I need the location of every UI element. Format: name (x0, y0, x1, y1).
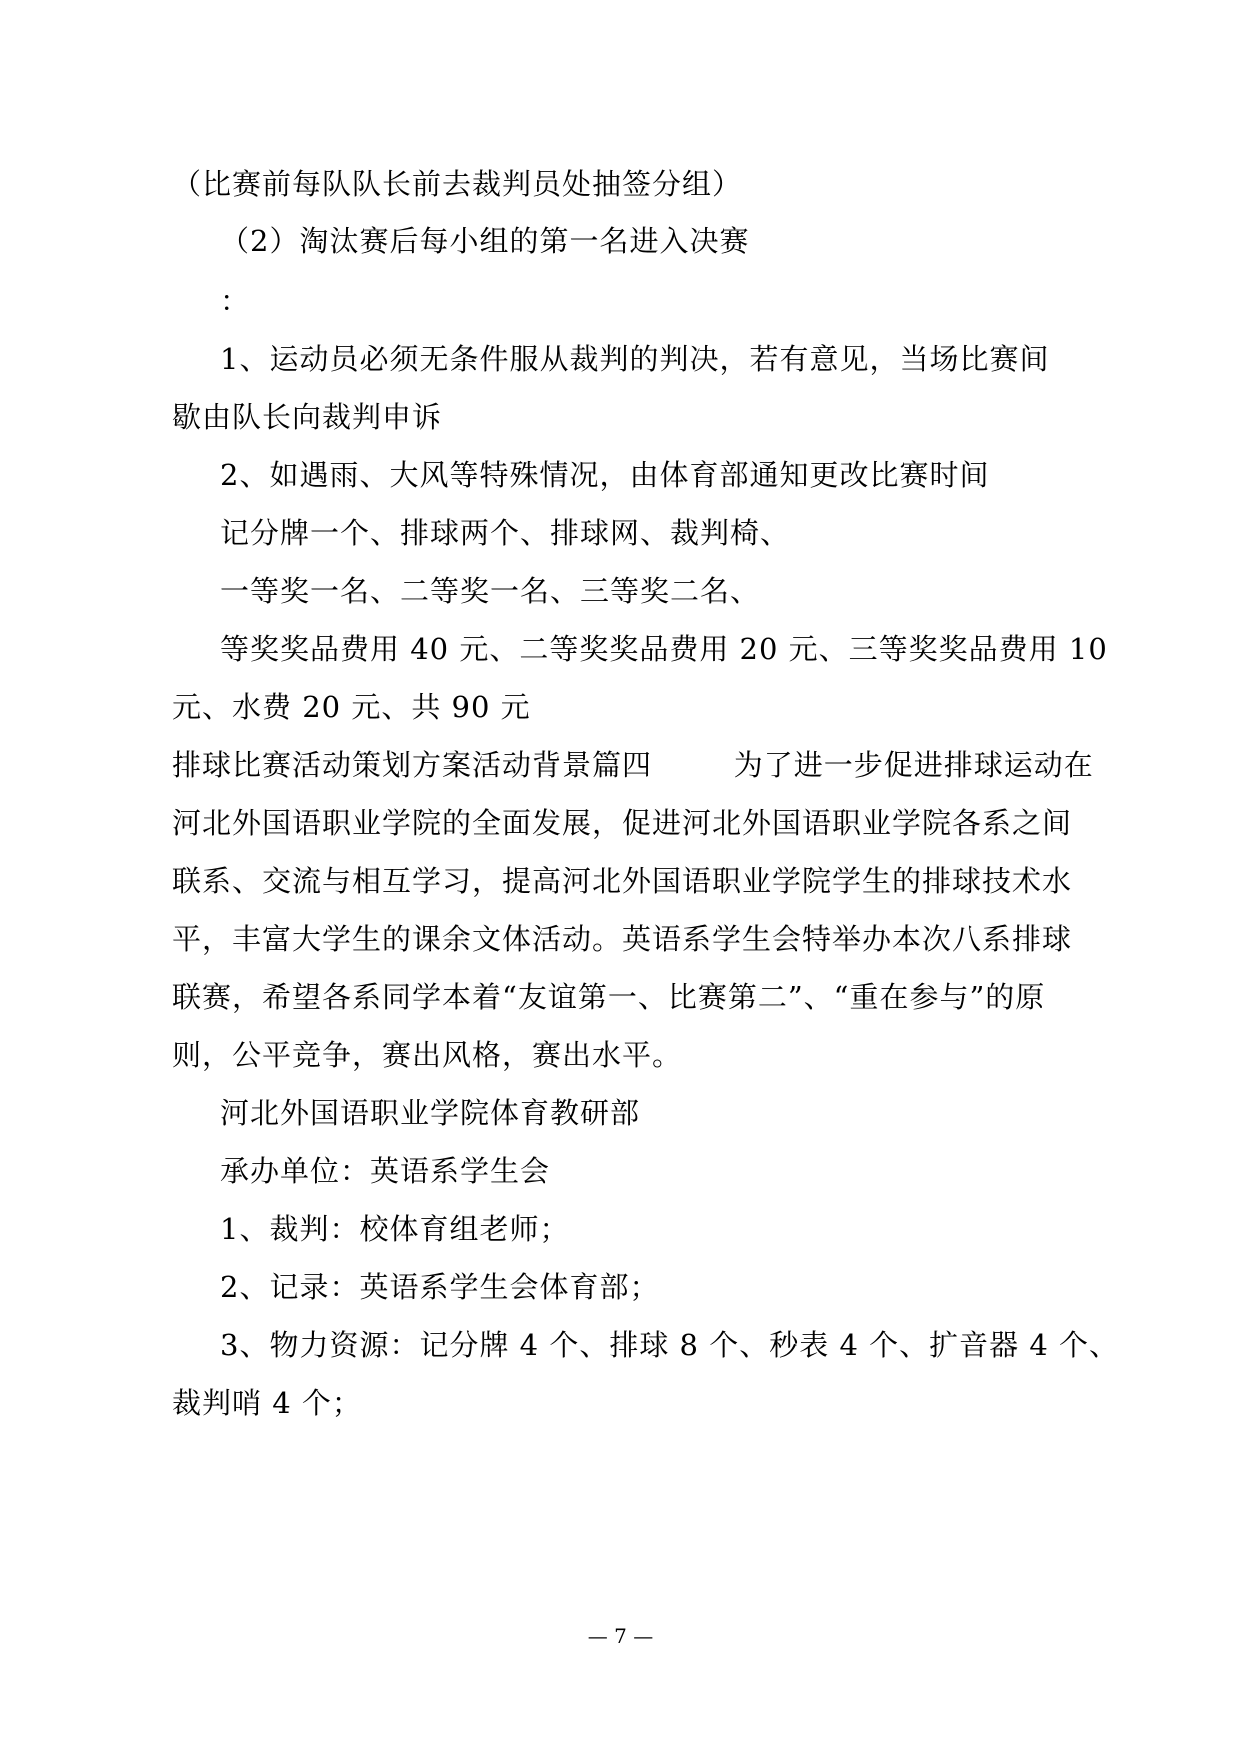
text-line: 一等奖一名、二等奖一名、三等奖二名、 (220, 574, 761, 608)
text-line: 则，公平竞争，赛出风格，赛出水平。 (172, 1038, 683, 1072)
text-line: 1、运动员必须无条件服从裁判的判决，若有意见，当场比赛间 (220, 342, 1050, 376)
text-line: 河北外国语职业学院体育教研部 (220, 1096, 641, 1130)
text-line: 记分牌一个、排球两个、排球网、裁判椅、 (220, 516, 791, 550)
text-line: 联系、交流与相互学习，提高河北外国语职业学院学生的排球技术水 (172, 864, 1073, 898)
text-line: 排球比赛活动策划方案活动背景篇四 为了进一步促进排球运动在 (172, 748, 1094, 782)
text-line: 承办单位：英语系学生会 (220, 1154, 551, 1188)
text-line: 1、裁判：校体育组老师； (220, 1212, 570, 1246)
text-line: 元、水费 20 元、共 90 元 (172, 690, 531, 724)
page-number: — 7 — (587, 1624, 654, 1648)
text-line: 平，丰富大学生的课余文体活动。英语系学生会特举办本次八系排球 (172, 922, 1073, 956)
text-line: 2、记录：英语系学生会体育部； (220, 1270, 660, 1304)
text-line: 2、如遇雨、大风等特殊情况，由体育部通知更改比赛时间 (220, 458, 990, 492)
text-line: （比赛前每队队长前去裁判员处抽签分组） (172, 167, 743, 201)
text-line: 裁判哨 4 个； (172, 1386, 362, 1420)
text-line: 联赛，希望各系同学本着“友谊第一、比赛第二”、“重在参与”的原 (172, 980, 1046, 1014)
text-line: 歇由队长向裁判申诉 (172, 400, 443, 434)
text-line: （2）淘汰赛后每小组的第一名进入决赛 (220, 224, 750, 258)
text-line: 河北外国语职业学院的全面发展，促进河北外国语职业学院各系之间 (172, 806, 1073, 840)
text-line: ： (220, 284, 251, 318)
text-line: 3、物力资源：记分牌 4 个、排球 8 个、秒表 4 个、扩音器 4 个、 (220, 1328, 1120, 1362)
text-line: 等奖奖品费用 40 元、二等奖奖品费用 20 元、三等奖奖品费用 10 (220, 632, 1108, 666)
